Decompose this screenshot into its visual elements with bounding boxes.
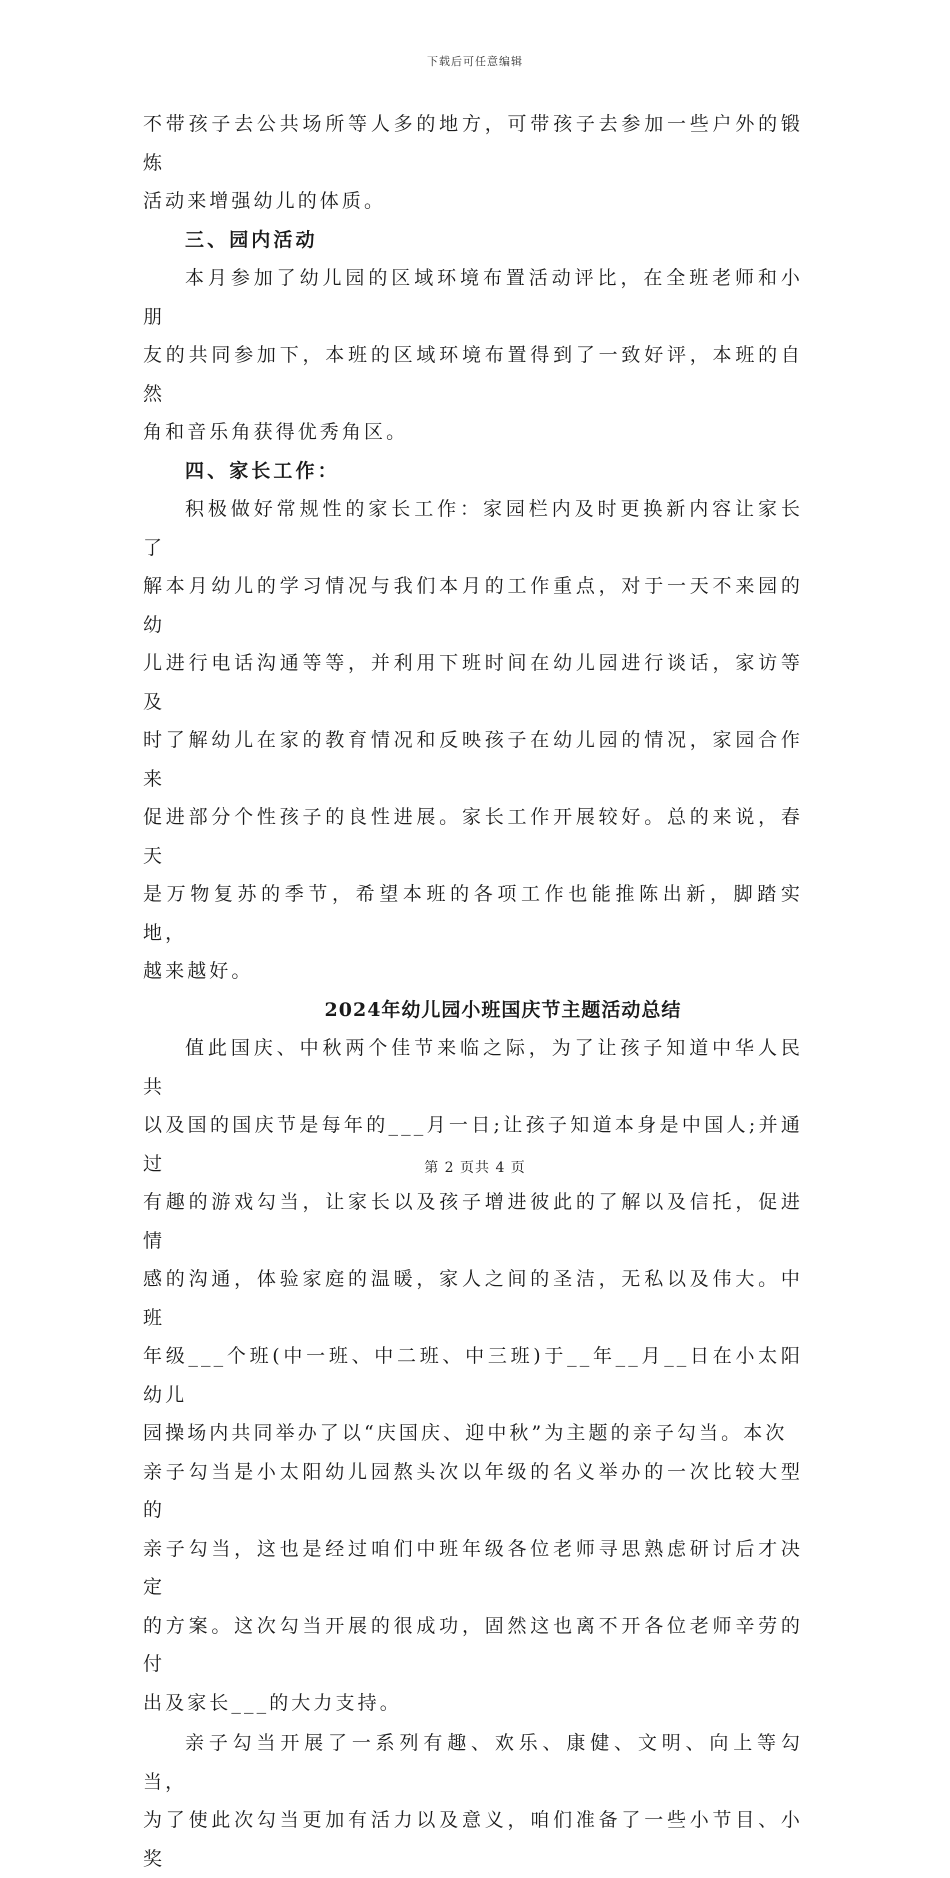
section-heading-parent-work: 四、家长工作： bbox=[185, 459, 340, 482]
text-line: 时了解幼儿在家的教育情况和反映孩子在幼儿园的情况，家园合作来 bbox=[143, 729, 803, 790]
text-line: 的方案。这次勾当开展的很成功，固然这也离不开各位老师辛劳的付 bbox=[143, 1614, 803, 1675]
paragraph-national-day-intro bbox=[143, 1029, 803, 1722]
text-line: 亲子勾当，这也是经过咱们中班年级各位老师寻思熟虑研讨后才决定 bbox=[143, 1537, 803, 1598]
paragraph-activity-details bbox=[143, 1724, 803, 1878]
text-line: 有趣的游戏勾当，让家长以及孩子增进彼此的了解以及信托，促进情 bbox=[143, 1191, 803, 1252]
text-line: 为了使此次勾当更加有活力以及意义，咱们准备了一些小节目、小奖 bbox=[143, 1809, 803, 1870]
text-line: 友的共同参加下，本班的区域环境布置得到了一致好评，本班的自然 bbox=[143, 344, 803, 405]
text-line: 不带孩子去公共场所等人多的地方，可带孩子去参加一些户外的锻炼 bbox=[143, 113, 803, 174]
text-line: 以及国的国庆节是每年的___月一日;让孩子知道本身是中国人;并通过 bbox=[143, 1114, 803, 1175]
text-line: 越来越好。 bbox=[143, 960, 254, 982]
text-line: 亲子勾当开展了一系列有趣、欢乐、康健、文明、向上等勾当， bbox=[143, 1732, 803, 1793]
text-line: 儿进行电话沟通等等，并利用下班时间在幼儿园进行谈话，家访等及 bbox=[143, 652, 803, 713]
text-line: 角和音乐角获得优秀角区。 bbox=[143, 421, 409, 443]
text-line: 亲子勾当是小太阳幼儿园熬头次以年级的名义举办的一次比较大型的 bbox=[143, 1460, 803, 1521]
text-line: 解本月幼儿的学习情况与我们本月的工作重点，对于一天不来园的幼 bbox=[143, 575, 803, 636]
text-line: 值此国庆、中秋两个佳节来临之际，为了让孩子知道中华人民共 bbox=[143, 1037, 803, 1098]
article-title: 2024年幼儿园小班国庆节主题活动总结 bbox=[324, 998, 682, 1021]
text-line: 出及家长___的大力支持。 bbox=[143, 1691, 402, 1714]
text-line: 年级___个班(中一班、中二班、中三班)于__年__月__日在小太阳幼儿 bbox=[143, 1345, 803, 1406]
text-line: 本月参加了幼儿园的区域环境布置活动评比，在全班老师和小朋 bbox=[143, 267, 803, 328]
text-line: 促进部分个性孩子的良性进展。家长工作开展较好。总的来说，春天 bbox=[143, 806, 803, 867]
paragraph-kindergarten-activities bbox=[143, 259, 803, 452]
paragraph-parent-work bbox=[143, 490, 803, 991]
text-line: 积极做好常规性的家长工作：家园栏内及时更换新内容让家长了 bbox=[143, 498, 803, 559]
text-line: 是万物复苏的季节，希望本班的各项工作也能推陈出新，脚踏实地， bbox=[143, 883, 803, 944]
page-footer: 第 2 页共 4 页 bbox=[424, 1160, 526, 1176]
paragraph-outdoor-activity bbox=[143, 105, 803, 221]
document-body bbox=[143, 105, 803, 1878]
section-heading-kindergarten-activities: 三、园内活动 bbox=[185, 228, 318, 251]
text-line: 感的沟通，体验家庭的温暖，家人之间的圣洁，无私以及伟大。中班 bbox=[143, 1268, 803, 1329]
text-line: 活动来增强幼儿的体质。 bbox=[143, 190, 387, 212]
text-line: 园操场内共同举办了以“庆国庆、迎中秋”为主题的亲子勾当。本次 bbox=[143, 1422, 788, 1444]
page-header: 下载后可任意编辑 bbox=[427, 55, 523, 68]
